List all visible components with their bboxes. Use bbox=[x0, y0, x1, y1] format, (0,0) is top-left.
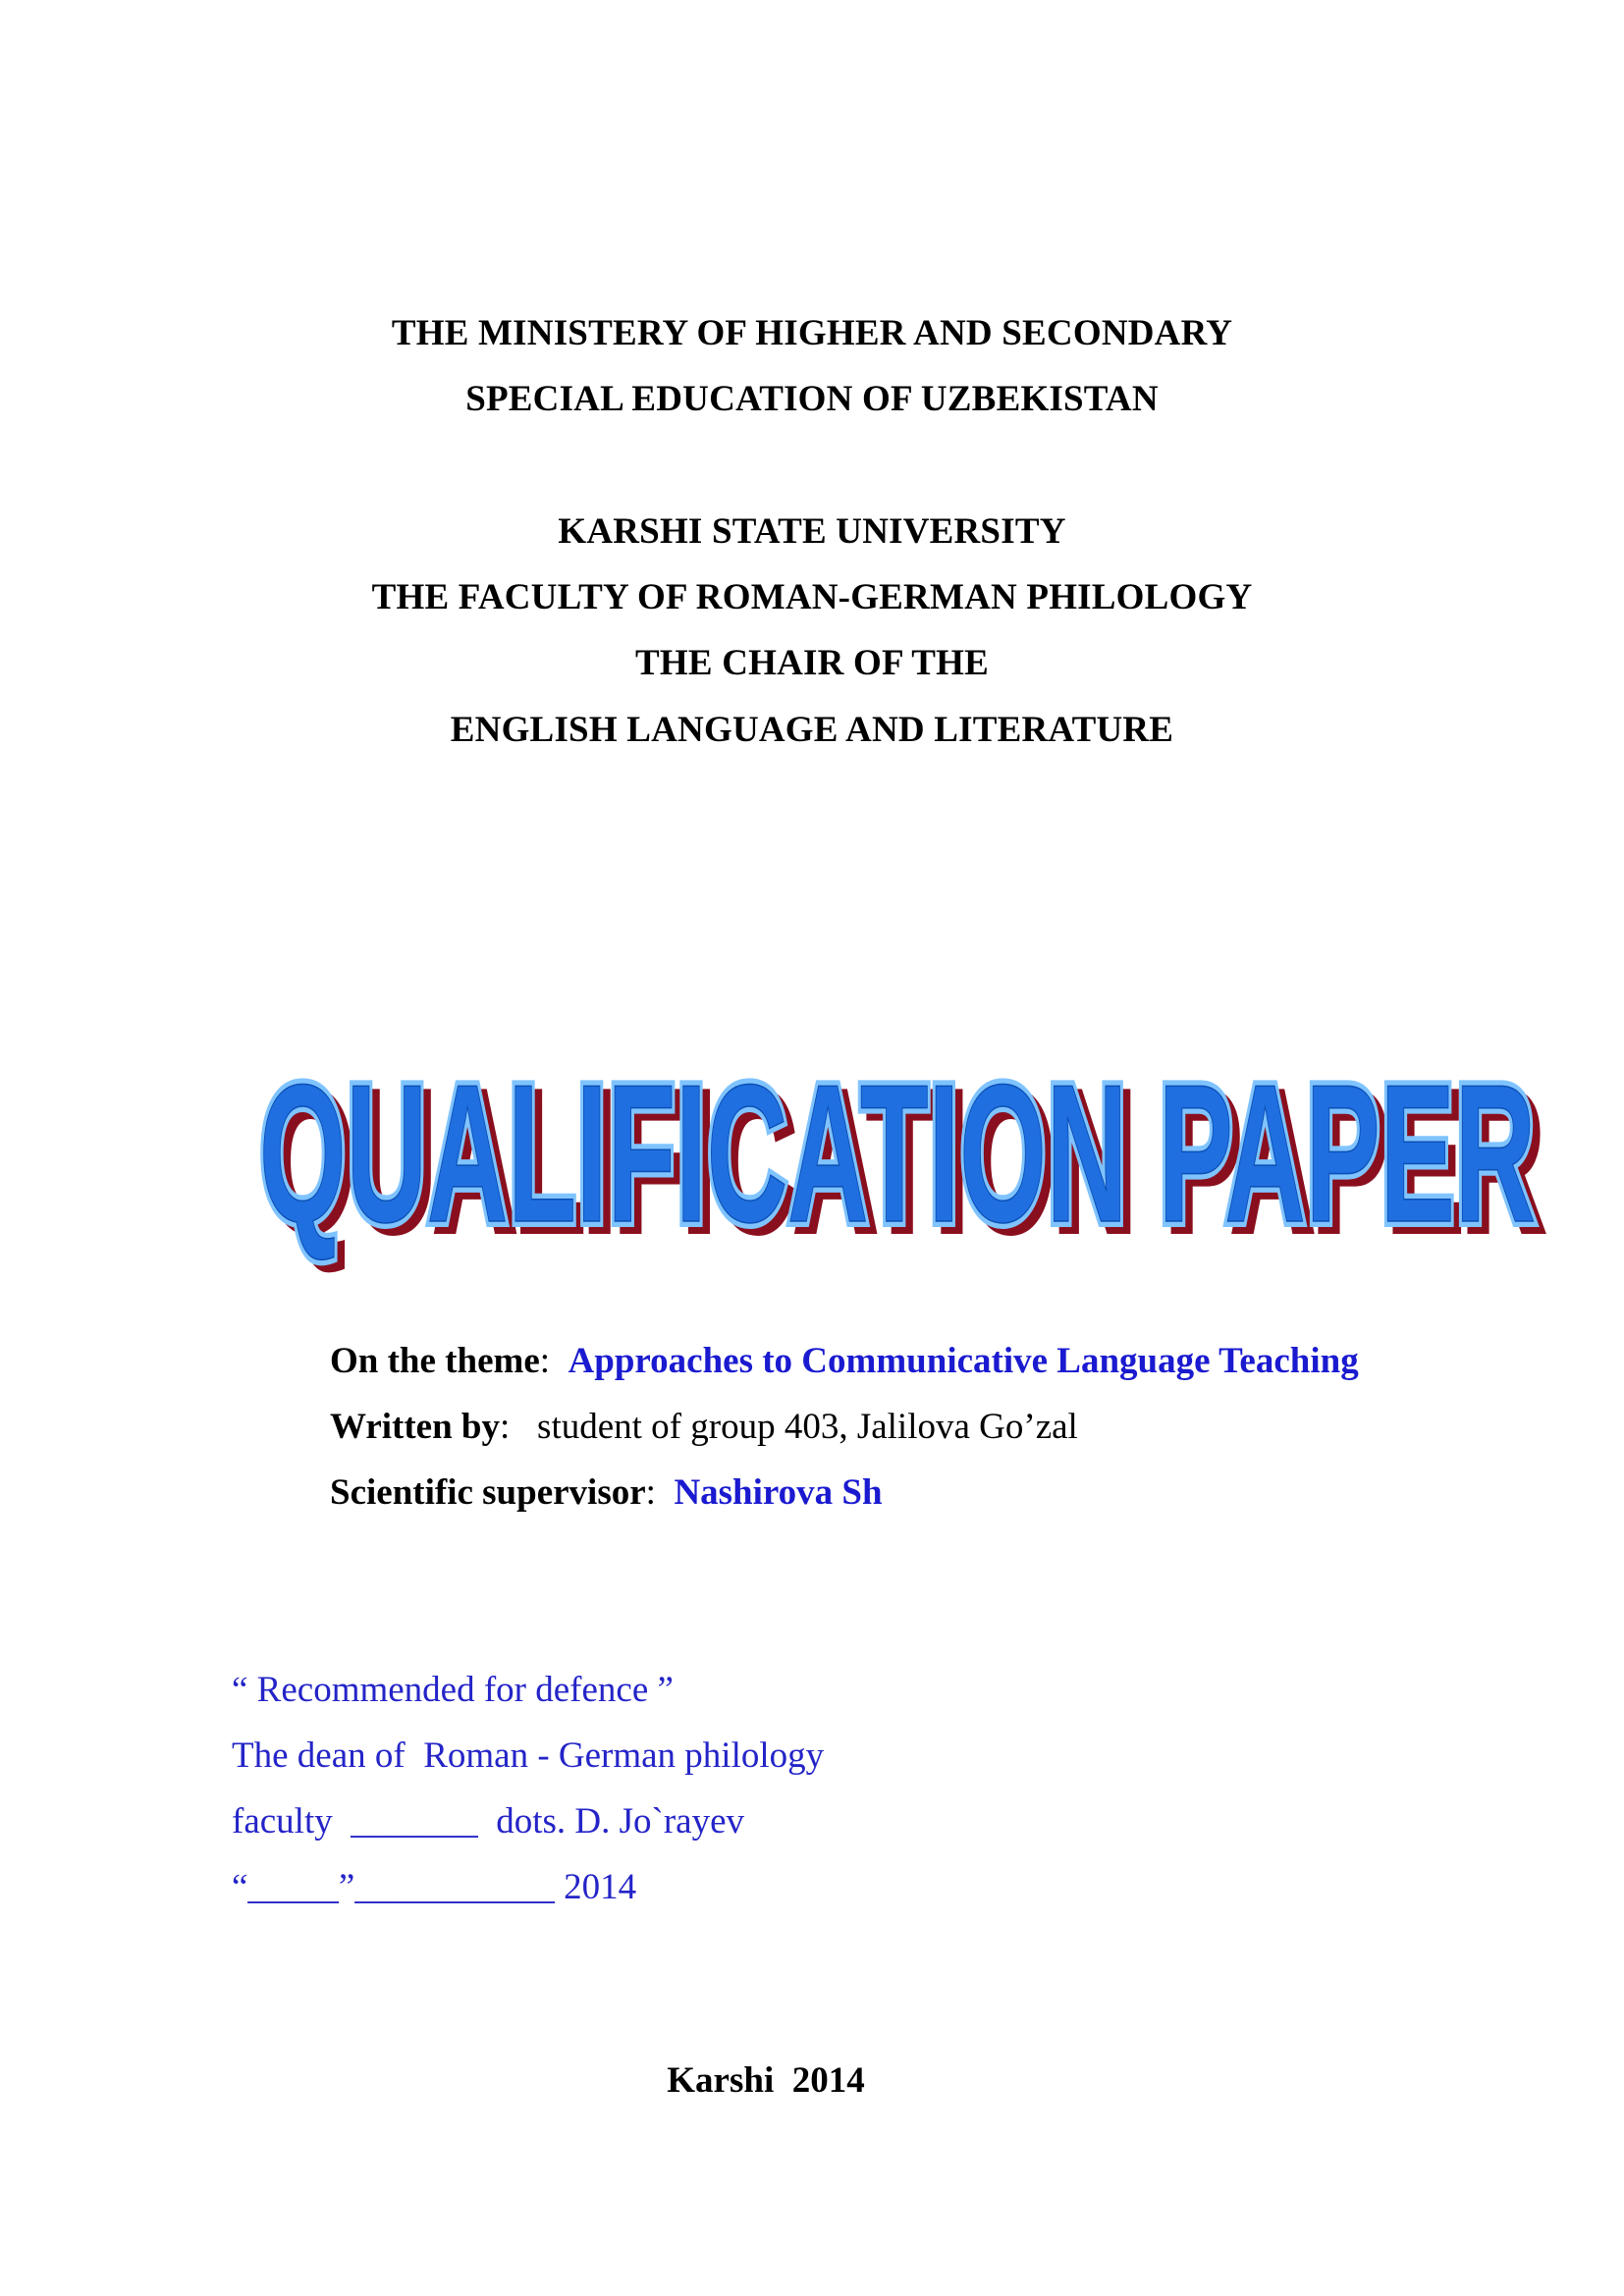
banner-main-text: QUALIFICATION PAPER bbox=[259, 1044, 1536, 1263]
chair-line-2: ENGLISH LANGUAGE AND LITERATURE bbox=[450, 710, 1174, 750]
theme-line: On the theme: Approaches to Communicative Language Teaching bbox=[330, 1341, 1359, 1381]
banner-shadow-text: QUALIFICATION PAPER bbox=[267, 1052, 1543, 1271]
place-and-year: Karshi 2014 bbox=[667, 2060, 865, 2101]
supervisor-line: Scientific supervisor: Nashirova Sh bbox=[330, 1472, 883, 1513]
theme-value: Approaches to Communicative Language Teaching bbox=[568, 1341, 1359, 1381]
recommendation-line-2: The dean of Roman - German philology bbox=[232, 1735, 825, 1776]
author-value: student of group 403, Jalilova Go’zal bbox=[537, 1407, 1078, 1447]
recommendation-line-1: “ Recommended for defence ” bbox=[232, 1670, 674, 1710]
chair-line-1: THE CHAIR OF THE bbox=[635, 643, 989, 683]
ministry-line-1: THE MINISTERY OF HIGHER AND SECONDARY bbox=[391, 313, 1233, 353]
supervisor-label: Scientific supervisor bbox=[330, 1472, 646, 1513]
author-line: Written by: student of group 403, Jalilova Go’zal bbox=[330, 1407, 1078, 1447]
author-label: Written by bbox=[330, 1407, 501, 1447]
banner-wordart bbox=[245, 1021, 1561, 1276]
recommendation-line-4: “_____”___________ 2014 bbox=[232, 1867, 637, 1907]
theme-label: On the theme bbox=[330, 1341, 540, 1381]
banner-outline-text: QUALIFICATION PAPER bbox=[259, 1044, 1536, 1263]
university-name: KARSHI STATE UNIVERSITY bbox=[558, 511, 1066, 552]
supervisor-value: Nashirova Sh bbox=[674, 1472, 883, 1513]
ministry-line-2: SPECIAL EDUCATION OF UZBEKISTAN bbox=[465, 379, 1159, 419]
faculty-name: THE FACULTY OF ROMAN-GERMAN PHILOLOGY bbox=[371, 577, 1253, 617]
recommendation-line-3: faculty _______ dots. D. Jo`rayev bbox=[232, 1801, 745, 1842]
qualification-paper-banner bbox=[245, 1021, 1561, 1276]
